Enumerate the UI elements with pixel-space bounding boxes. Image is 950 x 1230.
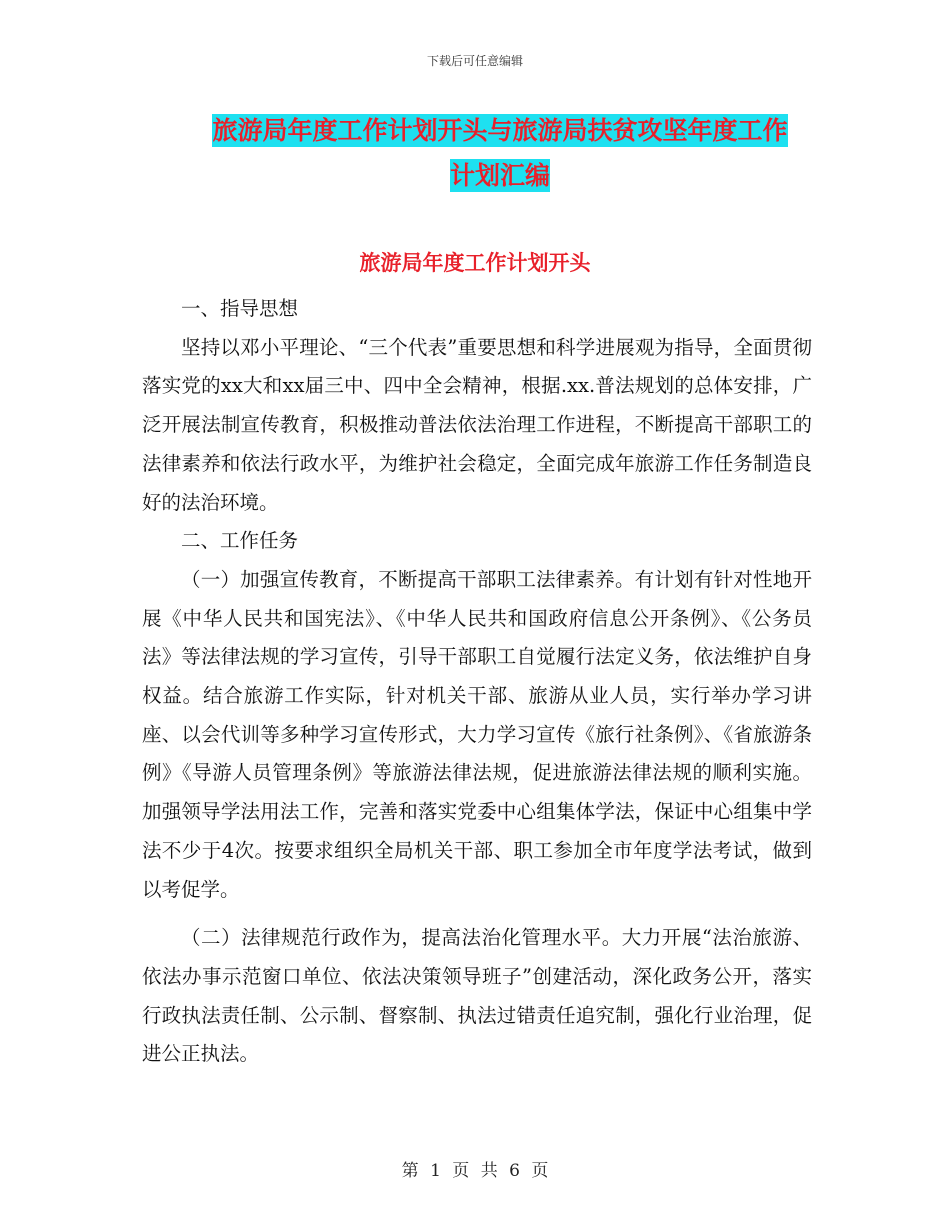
header-note: 下载后可任意编辑 bbox=[426, 54, 523, 68]
document-title-line-2: 计划汇编 bbox=[449, 161, 550, 190]
document-title-line-1: 旅游局年度工作计划开头与旅游局扶贫攻坚年度工作 bbox=[212, 116, 788, 145]
heading-guiding-ideology: 一、指导思想 bbox=[181, 297, 299, 320]
heading-work-tasks: 二、工作任务 bbox=[181, 529, 299, 553]
section-title: 旅游局年度工作计划开头 bbox=[359, 251, 591, 275]
paragraph-guiding-ideology: 坚持以邓小平理论、“三个代表”重要思想和科学进展观为指导，全面贯彻落实党的xx大和xx届三中、四中全会精神，根据.xx.普法规划的总体安排，广泛开展法制宣传教育，积极推动普法依法治理工作进程，不断提高干部职工的法律素养和依法行政水平，为维护社会稳定，全面完成年旅游工作任务制造良好的法治环境。 bbox=[142, 335, 812, 514]
page-footer: 第 1 页 共 6 页 bbox=[401, 1161, 549, 1181]
paragraph-task-1: （一）加强宣传教育，不断提高干部职工法律素养。有计划有针对性地开展《中华人民共和国宪法》、《中华人民共和国政府信息公开条例》、《公务员法》等法律法规的学习宣传，引导干部职工自觉履行法定义务，依法维护自身权益。结合旅游工作实际，针对机关干部、旅游从业人员，实行举办学习讲座、以会代训等多种学习宣传形式，大力学习宣传《旅行社条例》、《省旅游条例》《导游人员管理条例》等旅游法律法规，促进旅游法律法规的顺利实施。加强领导学法用法工作，完善和落实党委中心组集体学法，保证中心组集中学法不少于4次。按要求组织全局机关干部、职工参加全市年度学法考试，做到以考促学。 bbox=[142, 567, 812, 901]
body-text bbox=[142, 290, 812, 1074]
document-title bbox=[140, 108, 860, 198]
paragraph-task-2: （二）法律规范行政作为，提高法治化管理水平。大力开展“法治旅游、依法办事示范窗口单位、依法决策领导班子”创建活动，深化政务公开，落实行政执法责任制、公示制、督察制、执法过错责任追究制，强化行业治理，促进公正执法。 bbox=[142, 926, 812, 1066]
